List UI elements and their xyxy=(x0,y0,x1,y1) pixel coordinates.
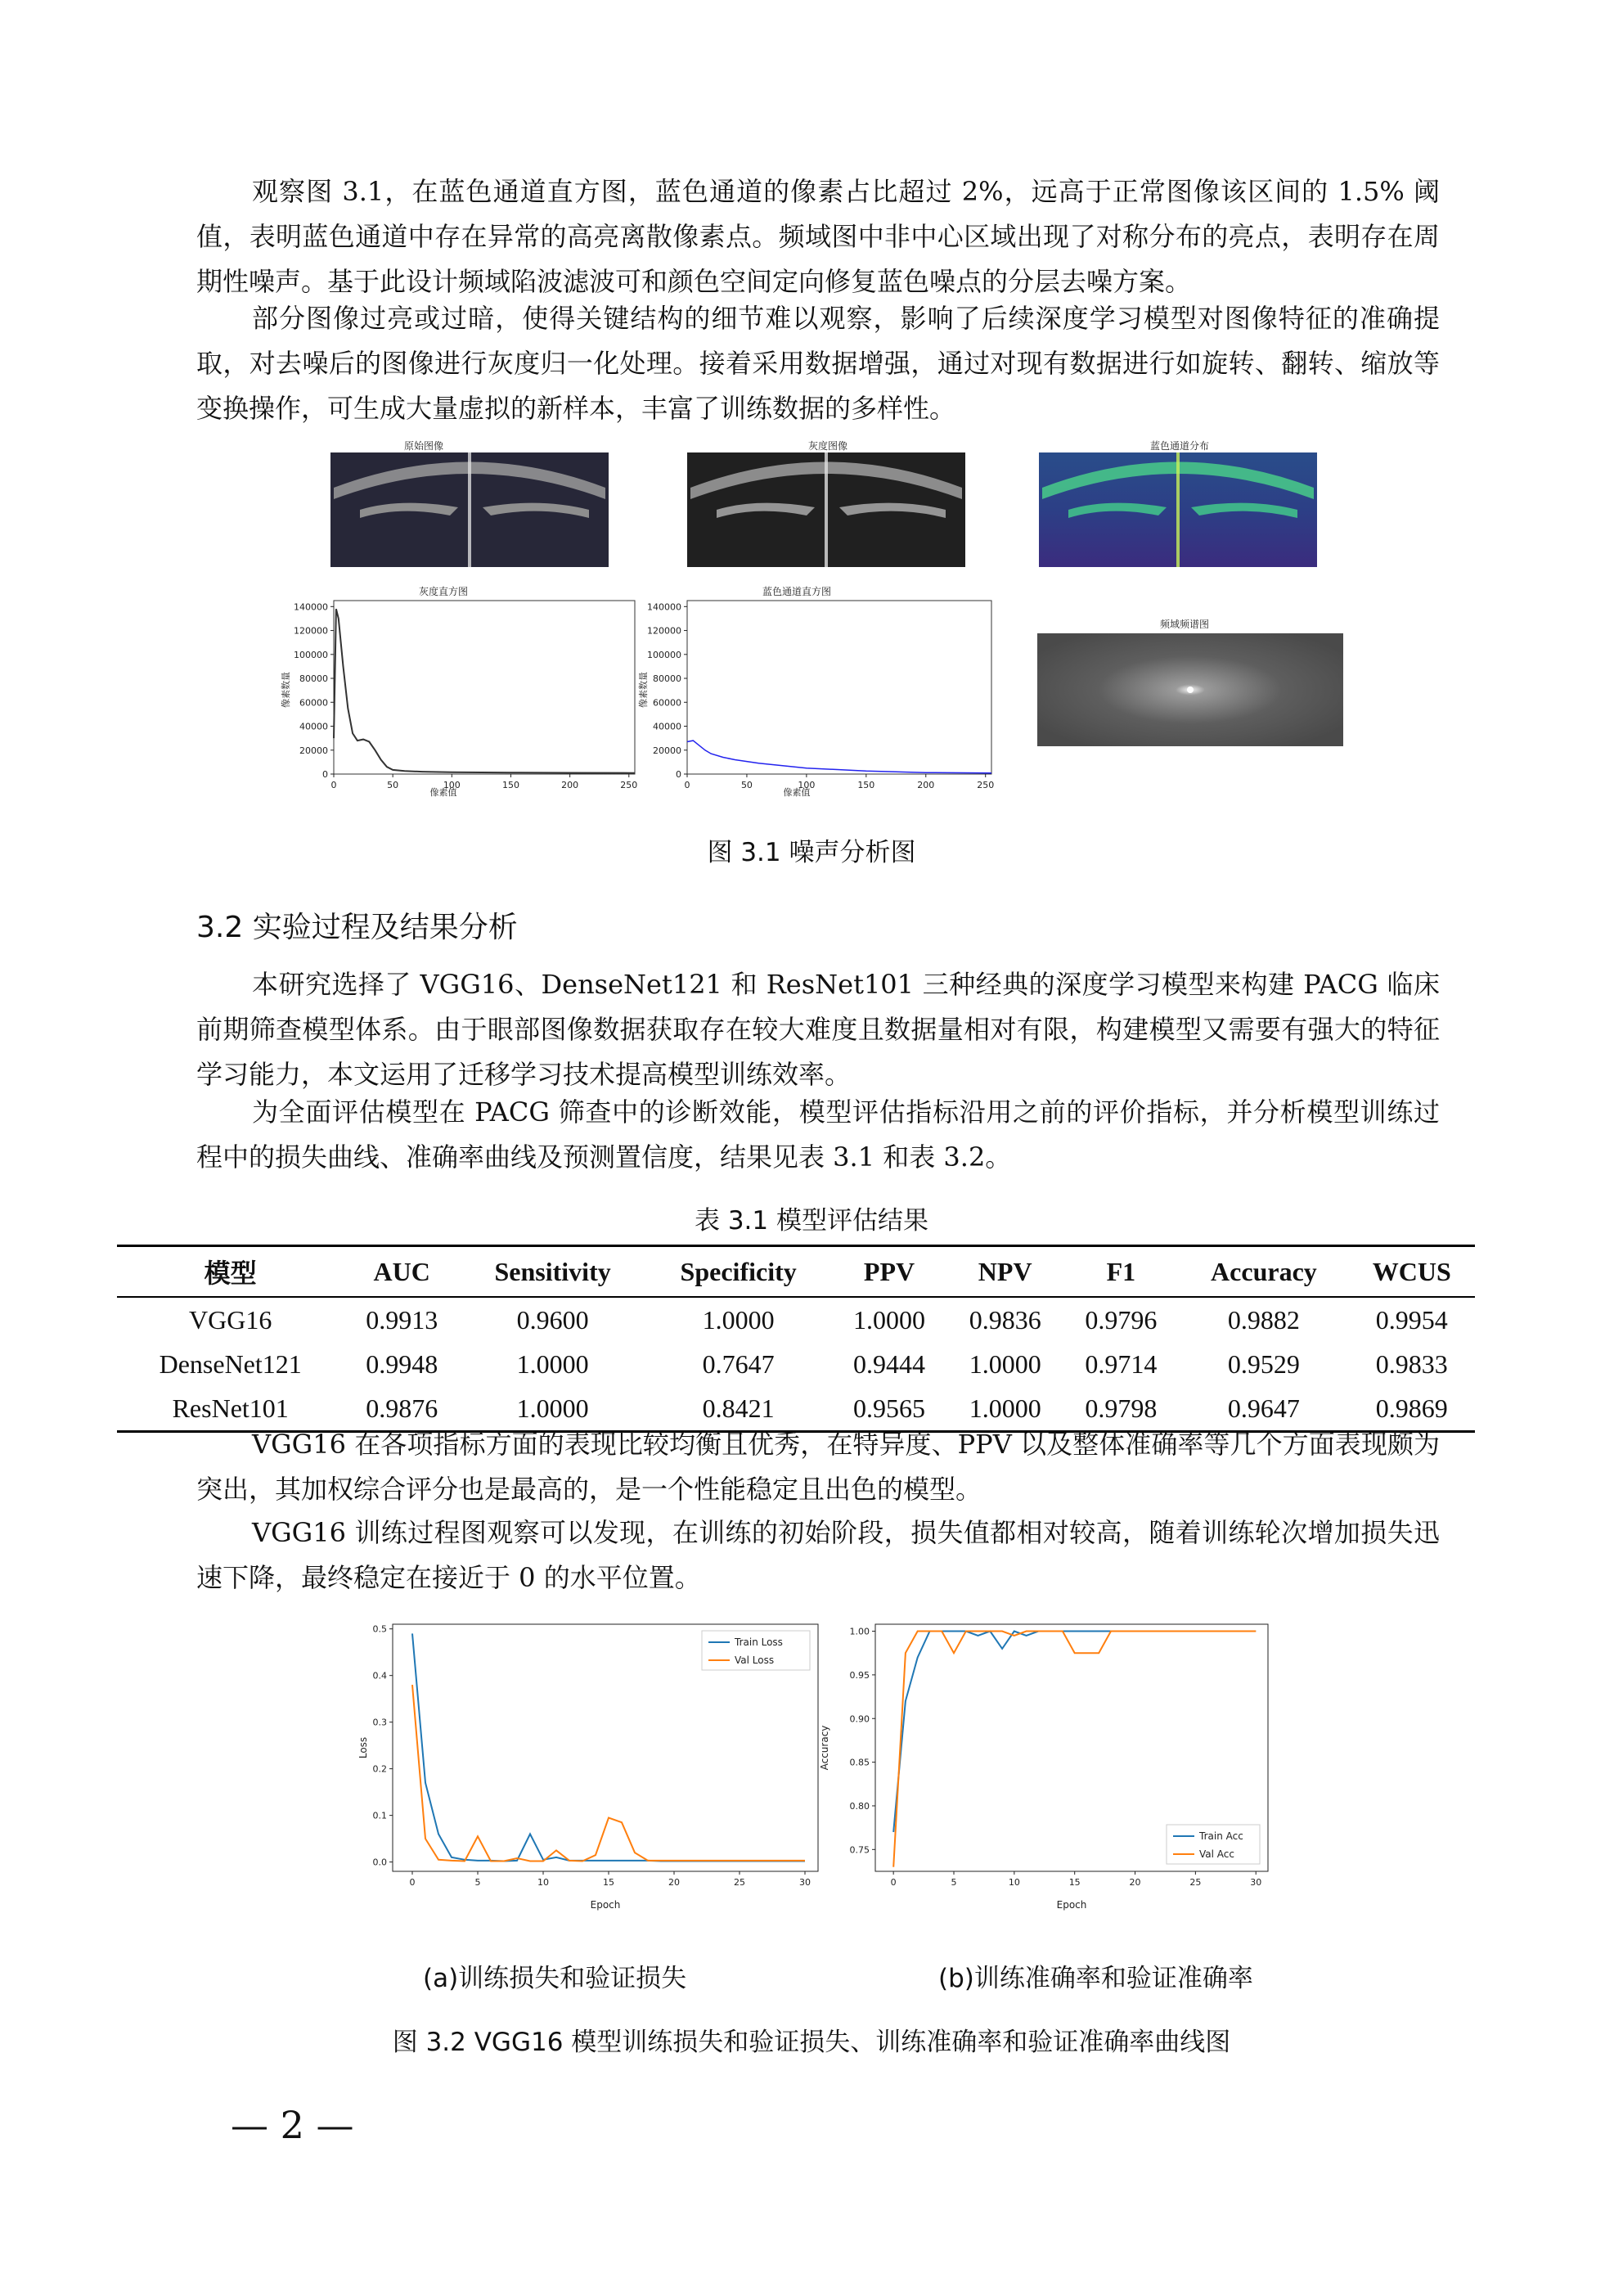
table-cell: 0.9876 xyxy=(344,1386,460,1432)
x-tick-label: 100 xyxy=(798,780,816,790)
figure-3-2 xyxy=(357,1616,1284,1927)
y-tick-label: 80000 xyxy=(299,673,328,685)
x-tick-label: 50 xyxy=(740,780,753,790)
x-tick-label: 250 xyxy=(977,780,995,790)
table-cell: 1.0000 xyxy=(853,1304,925,1335)
paragraph-vgg16-summary: VGG16 在各项指标方面的表现比较均衡且优秀，在特异度、PPV 以及整体准确率等几个方面表现颇为突出，其加权综合评分也是最高的，是一个性能稳定且出色的模型。 xyxy=(196,1429,1440,1505)
accuracy-chart xyxy=(850,1624,1269,1888)
table-header-row xyxy=(117,1246,1475,1298)
x-tick-label: 200 xyxy=(917,780,935,790)
table-cell: 0.9836 xyxy=(969,1304,1041,1335)
header-auc: AUC xyxy=(344,1246,460,1298)
table-cell: 0.9948 xyxy=(366,1348,438,1379)
header-sensitivity: Sensitivity xyxy=(460,1246,645,1298)
legend-val-acc: Val Acc xyxy=(1199,1848,1234,1860)
table-cell: 0.9444 xyxy=(853,1348,925,1379)
y-tick-label: 0.0 xyxy=(372,1857,387,1868)
x-tick-label: 25 xyxy=(1189,1877,1202,1888)
legend-train-acc: Train Acc xyxy=(1199,1830,1243,1842)
page-number: — 2 — xyxy=(231,2103,354,2147)
blue-channel-image xyxy=(1039,452,1317,567)
table-cell: 1.0000 xyxy=(516,1348,589,1379)
x-tick-label: 100 xyxy=(443,780,461,790)
y-tick-label: 120000 xyxy=(294,625,328,637)
table-cell: 1.0000 xyxy=(969,1348,1041,1379)
gray-hist-title: 灰度直方图 xyxy=(418,586,469,597)
table-cell: 0.9882 xyxy=(1227,1304,1300,1335)
gray-hist-xlabel: 像素值 xyxy=(429,787,457,798)
x-tick-label: 20 xyxy=(1129,1877,1141,1888)
paragraph-noise-observation: 观察图 3.1，在蓝色通道直方图，蓝色通道的像素占比超过 2%，远高于正常图像该区间的 1.5% 阈值，表明蓝色通道中存在异常的高亮离散像素点。频域图中非中心区域出现了对称分布的亮点，表明存在周期性噪声。基于此设计频域陷波滤波可和颜色空间定向修复蓝色噪点的分层去噪方案。 xyxy=(196,176,1440,297)
x-tick-label: 5 xyxy=(951,1877,957,1888)
x-tick-label: 250 xyxy=(620,780,638,790)
y-tick-label: 0.90 xyxy=(849,1713,870,1725)
paragraph-training-observation: VGG16 训练过程图观察可以发现，在训练的初始阶段，损失值都相对较高，随着训练轮次增加损失迅速下降，最终稳定在接近于 0 的水平位置。 xyxy=(196,1517,1440,1593)
val-loss-line xyxy=(412,1685,805,1861)
y-tick-label: 140000 xyxy=(647,601,681,613)
paragraph-models: 本研究选择了 VGG16、DenseNet121 和 ResNet101 三种经典的深度学习模型来构建 PACG 临床前期筛查模型体系。由于眼部图像数据获取存在较大难度且数据量相对有限，构建模型又需要有强大的特征学习能力，本文运用了迁移学习技术提高模型训练效率。 xyxy=(196,969,1440,1090)
y-tick-label: 0.2 xyxy=(372,1763,387,1775)
y-tick-label: 0.95 xyxy=(849,1669,870,1681)
y-tick-label: 0 xyxy=(676,769,681,780)
table-cell: 0.9714 xyxy=(1085,1348,1158,1379)
x-tick-label: 15 xyxy=(603,1877,614,1888)
loss-chart xyxy=(373,1624,819,1888)
accuracy-legend xyxy=(1167,1825,1260,1864)
x-tick-label: 20 xyxy=(668,1877,680,1888)
loss-xlabel: Epoch xyxy=(590,1899,621,1911)
x-tick-label: 0 xyxy=(330,780,337,790)
x-tick-label: 10 xyxy=(1008,1877,1020,1888)
table-cell: 0.9600 xyxy=(516,1304,589,1335)
gray-hist-ylabel: 像素数量 xyxy=(281,672,291,708)
table-cell: DenseNet121 xyxy=(159,1348,302,1379)
figure-3-2-caption: 图 3.2 VGG16 模型训练损失和验证损失、训练准确率和验证准确率曲线图 xyxy=(392,2028,1231,2057)
table-row xyxy=(117,1297,1475,1342)
frequency-spectrum-image xyxy=(1037,633,1343,746)
freq-title: 频域频谱图 xyxy=(1159,619,1210,630)
table-cell: ResNet101 xyxy=(117,1386,344,1432)
series-line xyxy=(687,741,991,773)
y-tick-label: 20000 xyxy=(299,745,328,756)
y-tick-label: 0.80 xyxy=(849,1800,870,1812)
gray-histogram xyxy=(294,601,637,790)
header-f1: F1 xyxy=(1063,1246,1180,1298)
x-tick-label: 5 xyxy=(474,1877,481,1888)
y-tick-label: 60000 xyxy=(653,697,681,709)
figure-3-1-caption: 图 3.1 噪声分析图 xyxy=(707,838,916,867)
table-cell: 0.9869 xyxy=(1349,1386,1475,1432)
y-tick-label: 0 xyxy=(322,769,328,780)
figure-3-2b-caption: (b)训练准确率和验证准确率 xyxy=(938,1964,1253,1993)
x-tick-label: 50 xyxy=(387,780,399,790)
x-tick-label: 25 xyxy=(734,1877,745,1888)
results-table xyxy=(117,1245,1475,1433)
x-tick-label: 10 xyxy=(537,1877,549,1888)
x-tick-label: 150 xyxy=(857,780,875,790)
original-oct-image xyxy=(330,452,609,567)
y-tick-label: 100000 xyxy=(647,649,681,660)
table-cell: 0.9833 xyxy=(1375,1348,1448,1379)
paragraph-normalization: 部分图像过亮或过暗，使得关键结构的细节难以观察，影响了后续深度学习模型对图像特征的准确提取，对去噪后的图像进行灰度归一化处理。接着采用数据增强，通过对现有数据进行如旋转、翻转、缩放等变换操作，可生成大量虚拟的新样本，丰富了训练数据的多样性。 xyxy=(196,303,1440,424)
series-line xyxy=(334,609,635,773)
y-tick-label: 0.85 xyxy=(849,1757,870,1768)
y-tick-label: 0.1 xyxy=(372,1810,387,1821)
y-tick-label: 140000 xyxy=(294,601,328,613)
acc-xlabel: Epoch xyxy=(1056,1899,1087,1911)
y-tick-label: 1.00 xyxy=(849,1626,870,1637)
table-cell: 0.9529 xyxy=(1227,1348,1300,1379)
figure-3-2a-caption: (a)训练损失和验证损失 xyxy=(423,1964,687,1993)
y-tick-label: 60000 xyxy=(299,697,328,709)
table-cell: 1.0000 xyxy=(460,1386,645,1432)
y-tick-label: 0.4 xyxy=(372,1670,387,1681)
table-cell: 0.8421 xyxy=(645,1386,831,1432)
x-tick-label: 15 xyxy=(1068,1877,1081,1888)
x-tick-label: 0 xyxy=(890,1877,897,1888)
y-tick-label: 80000 xyxy=(653,673,681,685)
loss-legend xyxy=(702,1631,810,1670)
blue-hist-xlabel: 像素值 xyxy=(783,787,811,798)
legend-val-loss: Val Loss xyxy=(735,1654,775,1666)
x-tick-label: 30 xyxy=(799,1877,811,1888)
table-cell: 0.9798 xyxy=(1063,1386,1180,1432)
loss-ylabel: Loss xyxy=(357,1736,369,1759)
x-tick-label: 30 xyxy=(1250,1877,1262,1888)
gray-oct-image xyxy=(687,452,965,567)
y-tick-label: 40000 xyxy=(653,721,681,732)
table-row xyxy=(117,1342,1475,1386)
table-3-1-caption: 表 3.1 模型评估结果 xyxy=(694,1206,928,1236)
table-cell: 0.9913 xyxy=(366,1304,438,1335)
blue-hist-ylabel: 像素数量 xyxy=(638,672,649,708)
acc-ylabel: Accuracy xyxy=(819,1725,830,1771)
header-specificity: Specificity xyxy=(645,1246,831,1298)
panel-title-original: 原始图像 xyxy=(403,440,444,452)
x-tick-label: 150 xyxy=(501,780,519,790)
legend-train-loss: Train Loss xyxy=(735,1636,783,1648)
x-tick-label: 0 xyxy=(409,1877,416,1888)
y-tick-label: 100000 xyxy=(294,649,328,660)
figure-3-1 xyxy=(281,440,1342,800)
y-tick-label: 0.3 xyxy=(372,1717,387,1728)
table-cell: 0.7647 xyxy=(702,1348,775,1379)
table-cell: 1.0000 xyxy=(702,1304,775,1335)
table-cell: 0.9954 xyxy=(1375,1304,1448,1335)
train-acc-line xyxy=(893,1632,1256,1833)
table-cell: 0.9565 xyxy=(831,1386,947,1432)
header-accuracy: Accuracy xyxy=(1179,1246,1348,1298)
table-cell: 0.9647 xyxy=(1179,1386,1348,1432)
table-cell: 0.9796 xyxy=(1085,1304,1158,1335)
section-heading: 3.2 实验过程及结果分析 xyxy=(196,911,518,944)
x-tick-label: 200 xyxy=(561,780,579,790)
y-tick-label: 0.5 xyxy=(372,1623,387,1635)
panel-title-blue: 蓝色通道分布 xyxy=(1149,440,1210,452)
x-tick-label: 0 xyxy=(684,780,690,790)
y-tick-label: 20000 xyxy=(653,745,681,756)
y-tick-label: 0.75 xyxy=(849,1844,870,1856)
header-npv: NPV xyxy=(947,1246,1063,1298)
header-ppv: PPV xyxy=(831,1246,947,1298)
table-cell: 1.0000 xyxy=(947,1386,1063,1432)
table-cell: VGG16 xyxy=(189,1304,272,1335)
panel-title-gray: 灰度图像 xyxy=(807,440,848,452)
paragraph-evaluation: 为全面评估模型在 PACG 筛查中的诊断效能，模型评估指标沿用之前的评价指标，并分析模型训练过程中的损失曲线、准确率曲线及预测置信度，结果见表 3.1 和表 3.2。 xyxy=(196,1096,1440,1173)
y-tick-label: 40000 xyxy=(299,721,328,732)
header-wcus: WCUS xyxy=(1349,1246,1475,1298)
y-tick-label: 120000 xyxy=(647,625,681,637)
header-model: 模型 xyxy=(117,1246,344,1298)
blue-hist-title: 蓝色通道直方图 xyxy=(762,586,832,597)
blue-histogram xyxy=(647,601,994,790)
